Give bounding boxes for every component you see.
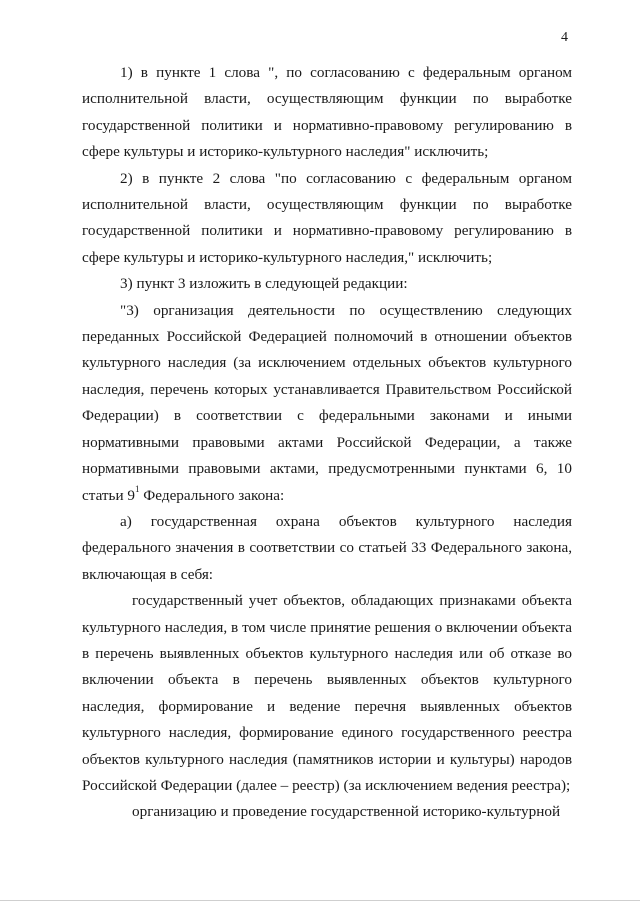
page-number: 4: [561, 30, 568, 45]
paragraph-4-tail: Федерального закона:: [139, 486, 285, 504]
page-bottom-edge: [0, 900, 640, 901]
paragraph-5: а) государственная охрана объектов культурного наследия федерального значения в соответствии со статьей 33 Федерального закона, включающая в себя:: [82, 512, 572, 583]
superscript-1: 1: [135, 484, 140, 495]
paragraph-3: 3) пункт 3 изложить в следующей редакции:: [120, 275, 408, 293]
paragraph-6: государственный учет объектов, обладающих признаками объекта культурного наследия, в том числе принятие решения о включении объекта в перечень выявленных объектов культурного наследия или об отказе во включении объекта в перечень выявленных объектов культурного наследия, формирование и ведение перечня выявленных объектов культурного наследия, формирование единого государственного реестра объектов культурного наследия (памятников истории и культуры) народов Российской Федерации (далее – реестр) (за исключением ведения реестра);: [82, 592, 572, 794]
document-body: [82, 60, 572, 826]
paragraph-4-main: "3) организация деятельности по осуществлению следующих переданных Российской Федерацией полномочий в отношении объектов культурного наследия (за исключением отдельных объектов культурного наследия, перечень которых устанавливается Правительством Российской Федерации) в соответствии с федеральными законами и иными нормативными правовыми актами Российской Федерации, а также нормативными правовыми актами, предусмотренными пунктами 6, 10 статьи 9: [82, 301, 572, 504]
paragraph-1: 1) в пункте 1 слова ", по согласованию с федеральным органом исполнительной власти, осуществляющим функции по выработке государственной политики и нормативно-правовому регулированию в сфере культуры и историко-культурного наследия" исключить;: [82, 64, 572, 161]
paragraph-7: организацию и проведение государственной историко-культурной: [132, 803, 561, 821]
paragraph-4: [82, 298, 572, 509]
paragraph-2: 2) в пункте 2 слова "по согласованию с федеральным органом исполнительной власти, осуществляющим функции по выработке государственной политики и нормативно-правовому регулированию в сфере культуры и историко-культурного наследия," исключить;: [82, 169, 572, 266]
